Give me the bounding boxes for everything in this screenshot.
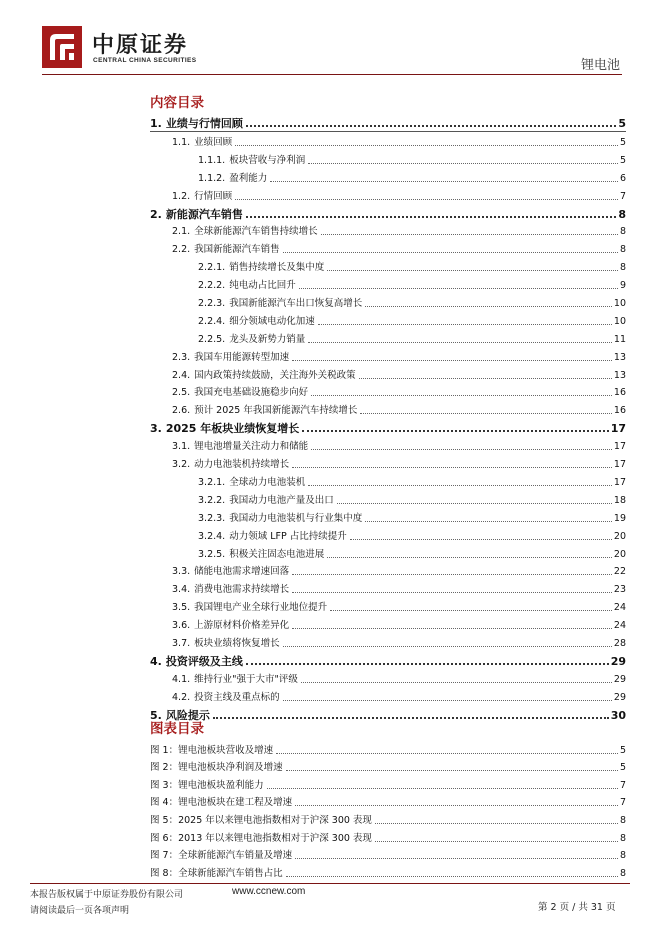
entry-page-number: 8 bbox=[618, 207, 626, 221]
dot-leader bbox=[365, 521, 612, 522]
entry-page-number: 5 bbox=[619, 136, 626, 148]
entry-number: 2.2.5. bbox=[198, 333, 226, 345]
dot-leader bbox=[308, 342, 612, 343]
toc-entry[interactable] bbox=[150, 687, 626, 705]
document-category: 锂电池 bbox=[580, 58, 620, 73]
toc-entry[interactable] bbox=[150, 418, 626, 436]
entry-title: 图 7：全球新能源汽车销量及增速 bbox=[150, 850, 293, 862]
toc-entry[interactable] bbox=[150, 293, 626, 311]
entry-number: 3.5. bbox=[172, 602, 191, 614]
entry-page-number: 8 bbox=[619, 850, 626, 862]
dot-leader bbox=[375, 823, 618, 824]
dot-leader bbox=[327, 557, 612, 558]
dot-leader bbox=[246, 125, 617, 127]
toc-entry[interactable] bbox=[150, 651, 626, 669]
toc-entry[interactable] bbox=[150, 526, 626, 544]
toc-title: 内容目录 bbox=[150, 95, 204, 111]
entry-title: 图 1：锂电池板块营收及增速 bbox=[150, 744, 274, 756]
entry-number: 2.6. bbox=[172, 405, 191, 417]
entry-number: 1.1.2. bbox=[198, 172, 226, 184]
toc-entry[interactable] bbox=[150, 669, 626, 687]
entry-title: 细分领域电动化加速 bbox=[229, 315, 315, 327]
footer-disclaimer: 请阅读最后一页各项声明 bbox=[30, 906, 130, 916]
entry-title: 锂电池增量关注动力和储能 bbox=[194, 441, 309, 453]
entry-title: 动力领域 LFP 占比持续提升 bbox=[229, 530, 347, 542]
dot-leader bbox=[246, 663, 609, 665]
entry-number: 3.7. bbox=[172, 638, 191, 650]
entry-title: 行情回顾 bbox=[194, 190, 233, 202]
entry-number: 2.1. bbox=[172, 226, 191, 238]
dot-leader bbox=[337, 503, 612, 504]
toc-entry[interactable] bbox=[150, 597, 626, 615]
entry-page-number: 17 bbox=[613, 477, 626, 489]
entry-number: 3.2. bbox=[172, 459, 191, 471]
toc-entry[interactable] bbox=[150, 615, 626, 633]
entry-number: 3.4. bbox=[172, 584, 191, 596]
entry-title: 我国车用能源转型加速 bbox=[194, 351, 290, 363]
dot-leader bbox=[375, 841, 618, 842]
entry-title: 盈利能力 bbox=[229, 172, 268, 184]
figure-entry[interactable] bbox=[150, 846, 626, 864]
entry-title: 积极关注固态电池进展 bbox=[229, 548, 325, 560]
toc-entry[interactable] bbox=[150, 365, 626, 383]
entry-number: 3.1. bbox=[172, 441, 191, 453]
dot-leader bbox=[292, 628, 612, 629]
entry-title: 我国新能源汽车销售 bbox=[194, 244, 280, 256]
toc-entry[interactable] bbox=[150, 257, 626, 275]
dot-leader bbox=[365, 306, 612, 307]
dot-leader bbox=[283, 700, 612, 701]
entry-page-number: 29 bbox=[613, 691, 626, 703]
entry-number: 3.2.3. bbox=[198, 512, 226, 524]
dot-leader bbox=[295, 858, 618, 859]
figure-entry[interactable] bbox=[150, 740, 626, 758]
entry-title: 板块业绩将恢复增长 bbox=[194, 638, 280, 650]
entry-title: 图 3：锂电池板块盈利能力 bbox=[150, 779, 264, 791]
entry-page-number: 24 bbox=[613, 620, 626, 632]
dot-leader bbox=[308, 163, 618, 164]
dot-leader bbox=[308, 485, 612, 486]
entry-title: 预计 2025 年我国新能源汽车持续增长 bbox=[194, 405, 358, 417]
entry-page-number: 22 bbox=[613, 566, 626, 578]
page-header bbox=[0, 0, 662, 76]
entry-page-number: 5 bbox=[619, 762, 626, 774]
toc-entry[interactable] bbox=[150, 490, 626, 508]
entry-page-number: 18 bbox=[613, 494, 626, 506]
entry-number: 3.6. bbox=[172, 620, 191, 632]
toc-entry[interactable] bbox=[150, 275, 626, 293]
entry-page-number: 23 bbox=[613, 584, 626, 596]
entry-page-number: 8 bbox=[619, 244, 626, 256]
entry-title: 图 6：2013 年以来锂电池指数相对于沪深 300 表现 bbox=[150, 832, 372, 844]
dot-leader bbox=[246, 216, 617, 218]
dot-leader bbox=[235, 199, 618, 200]
dot-leader bbox=[350, 539, 612, 540]
entry-page-number: 19 bbox=[613, 512, 626, 524]
entry-title: 上游原材料价格差异化 bbox=[194, 620, 290, 632]
entry-number: 2.2.4. bbox=[198, 315, 226, 327]
entry-number: 1.1.1. bbox=[198, 154, 226, 166]
page-footer bbox=[30, 883, 630, 933]
entry-title: 板块营收与净利润 bbox=[229, 154, 306, 166]
company-name-cn: 中原证券 bbox=[92, 33, 189, 58]
entry-page-number: 30 bbox=[610, 708, 626, 722]
toc-entry[interactable] bbox=[150, 579, 626, 597]
entry-number: 2.4. bbox=[172, 369, 191, 381]
entry-number: 5. bbox=[150, 708, 162, 722]
dot-leader bbox=[283, 646, 612, 647]
footer-url-link[interactable]: www.ccnew.com bbox=[232, 886, 306, 897]
entry-page-number: 8 bbox=[619, 832, 626, 844]
entry-page-number: 28 bbox=[613, 638, 626, 650]
figure-entry[interactable] bbox=[150, 863, 626, 881]
toc-entry[interactable] bbox=[150, 347, 626, 365]
entry-title: 龙头及新势力销量 bbox=[229, 333, 306, 345]
entry-page-number: 17 bbox=[613, 441, 626, 453]
toc-entry[interactable] bbox=[150, 204, 626, 222]
entry-title: 业绩与行情回顾 bbox=[165, 117, 243, 130]
dot-leader bbox=[302, 430, 608, 432]
toc-entry[interactable] bbox=[150, 508, 626, 526]
entry-number: 3.2.1. bbox=[198, 477, 226, 489]
entry-title: 新能源汽车销售 bbox=[165, 207, 243, 221]
toc-entry[interactable] bbox=[150, 436, 626, 454]
entry-number: 2.2.2. bbox=[198, 280, 226, 292]
toc-entry[interactable] bbox=[150, 222, 626, 240]
entry-page-number: 29 bbox=[613, 673, 626, 685]
dot-leader bbox=[276, 753, 618, 754]
entry-page-number: 17 bbox=[610, 422, 626, 436]
entry-title: 风险提示 bbox=[165, 708, 210, 722]
toc-entry[interactable] bbox=[150, 132, 626, 150]
header-divider bbox=[42, 74, 622, 75]
figure-entry[interactable] bbox=[150, 793, 626, 811]
entry-page-number: 20 bbox=[613, 548, 626, 560]
entry-number: 4.2. bbox=[172, 691, 191, 703]
entry-title: 我国锂电产业全球行业地位提升 bbox=[194, 602, 328, 614]
entry-number: 2.2.3. bbox=[198, 298, 226, 310]
entry-page-number: 10 bbox=[613, 315, 626, 327]
entry-page-number: 13 bbox=[613, 369, 626, 381]
dot-leader bbox=[301, 682, 612, 683]
toc-entry[interactable] bbox=[150, 472, 626, 490]
entry-title: 我国新能源汽车出口恢复高增长 bbox=[229, 298, 363, 310]
dot-leader bbox=[267, 788, 618, 789]
entry-page-number: 29 bbox=[610, 655, 626, 669]
dot-leader bbox=[292, 360, 612, 361]
entry-number: 3.3. bbox=[172, 566, 191, 578]
entry-page-number: 24 bbox=[613, 602, 626, 614]
entry-number: 4. bbox=[150, 655, 162, 669]
entry-page-number: 20 bbox=[613, 530, 626, 542]
dot-leader bbox=[283, 252, 618, 253]
entry-title: 我国动力电池产量及出口 bbox=[229, 494, 334, 506]
entry-number: 4.1. bbox=[172, 673, 191, 685]
entry-title: 国内政策持续鼓励，关注海外关税政策 bbox=[194, 369, 356, 381]
dot-leader bbox=[360, 413, 612, 414]
entry-title: 投资评级及主线 bbox=[165, 655, 243, 669]
entry-title: 全球动力电池装机 bbox=[229, 477, 306, 489]
entry-title: 业绩回顾 bbox=[194, 136, 233, 148]
toc-entry[interactable] bbox=[150, 544, 626, 562]
entry-title: 销售持续增长及集中度 bbox=[229, 262, 325, 274]
entry-title: 储能电池需求增速回落 bbox=[194, 566, 290, 578]
toc-entry[interactable] bbox=[150, 329, 626, 347]
entry-page-number: 13 bbox=[613, 351, 626, 363]
dot-leader bbox=[292, 592, 612, 593]
entry-title: 图 2：锂电池板块净利润及增速 bbox=[150, 762, 283, 774]
entry-page-number: 11 bbox=[613, 333, 626, 345]
entry-page-number: 8 bbox=[619, 814, 626, 826]
entry-title: 图 8：全球新能源汽车销售占比 bbox=[150, 867, 283, 879]
entry-number: 2.5. bbox=[172, 387, 191, 399]
toc-entry[interactable] bbox=[150, 383, 626, 401]
lof-title: 图表目录 bbox=[150, 721, 204, 737]
entry-number: 2.2.1. bbox=[198, 262, 226, 274]
entry-page-number: 5 bbox=[618, 117, 626, 130]
dot-leader bbox=[299, 288, 618, 289]
entry-title: 投资主线及重点标的 bbox=[194, 691, 280, 703]
entry-number: 1.2. bbox=[172, 190, 191, 202]
entry-title: 动力电池装机持续增长 bbox=[194, 459, 290, 471]
dot-leader bbox=[318, 324, 612, 325]
toc-entry[interactable] bbox=[150, 633, 626, 651]
toc-entry[interactable] bbox=[150, 562, 626, 580]
dot-leader bbox=[330, 610, 612, 611]
entry-page-number: 6 bbox=[619, 172, 626, 184]
dot-leader bbox=[321, 234, 618, 235]
dot-leader bbox=[292, 574, 612, 575]
entry-number: 3.2.4. bbox=[198, 530, 226, 542]
dot-leader bbox=[286, 876, 618, 877]
entry-number: 3. bbox=[150, 422, 162, 436]
toc-entry[interactable] bbox=[150, 239, 626, 257]
footer-divider bbox=[30, 883, 630, 884]
dot-leader bbox=[295, 805, 618, 806]
entry-title: 纯电动占比回升 bbox=[229, 280, 296, 292]
toc-entry[interactable] bbox=[150, 168, 626, 186]
dot-leader bbox=[270, 181, 618, 182]
figure-entry[interactable] bbox=[150, 775, 626, 793]
entry-title: 全球新能源汽车销售持续增长 bbox=[194, 226, 318, 238]
figure-entry[interactable] bbox=[150, 828, 626, 846]
entry-number: 3.2.5. bbox=[198, 548, 226, 560]
entry-page-number: 7 bbox=[619, 190, 626, 202]
entry-page-number: 5 bbox=[619, 744, 626, 756]
toc-entry[interactable] bbox=[150, 150, 626, 168]
company-name-en: CENTRAL CHINA SECURITIES bbox=[93, 57, 197, 64]
entry-number: 1. bbox=[150, 117, 162, 130]
entry-title: 我国动力电池装机与行业集中度 bbox=[229, 512, 363, 524]
entry-title: 我国充电基础设施稳步向好 bbox=[194, 387, 309, 399]
entry-number: 1.1. bbox=[172, 136, 191, 148]
entry-number: 2.2. bbox=[172, 244, 191, 256]
footer-copyright: 本报告版权属于中原证券股份有限公司 bbox=[30, 890, 184, 900]
table-of-contents bbox=[150, 92, 626, 723]
figure-entry[interactable] bbox=[150, 758, 626, 776]
entry-page-number: 16 bbox=[613, 405, 626, 417]
entry-page-number: 10 bbox=[613, 298, 626, 310]
entry-title: 图 5：2025 年以来锂电池指数相对于沪深 300 表现 bbox=[150, 814, 372, 826]
entry-number: 2. bbox=[150, 207, 162, 221]
entry-number: 2.3. bbox=[172, 351, 191, 363]
entry-title: 维持行业"强于大市"评级 bbox=[194, 673, 298, 685]
entry-page-number: 7 bbox=[619, 779, 626, 791]
entry-page-number: 9 bbox=[619, 280, 626, 292]
toc-entry[interactable] bbox=[150, 400, 626, 418]
entry-title: 图 4：锂电池板块在建工程及增速 bbox=[150, 797, 293, 809]
dot-leader bbox=[359, 378, 612, 379]
toc-entry[interactable] bbox=[150, 454, 626, 472]
toc-entry[interactable] bbox=[150, 186, 626, 204]
dot-leader bbox=[327, 270, 618, 271]
dot-leader bbox=[311, 395, 612, 396]
entry-page-number: 8 bbox=[619, 262, 626, 274]
toc-entry[interactable] bbox=[150, 311, 626, 329]
page-number: 第 2 页 / 共 31 页 bbox=[538, 902, 616, 913]
entry-page-number: 17 bbox=[613, 459, 626, 471]
toc-entry[interactable] bbox=[150, 114, 626, 132]
dot-leader bbox=[286, 770, 618, 771]
entry-page-number: 16 bbox=[613, 387, 626, 399]
entry-title: 2025 年板块业绩恢复增长 bbox=[165, 422, 300, 436]
dot-leader bbox=[292, 467, 612, 468]
entry-page-number: 8 bbox=[619, 226, 626, 238]
company-logo-icon bbox=[42, 26, 82, 68]
entry-number: 3.2.2. bbox=[198, 494, 226, 506]
list-of-figures bbox=[150, 718, 626, 881]
entry-page-number: 8 bbox=[619, 867, 626, 879]
figure-entry[interactable] bbox=[150, 810, 626, 828]
entry-page-number: 5 bbox=[619, 154, 626, 166]
entry-page-number: 7 bbox=[619, 797, 626, 809]
dot-leader bbox=[311, 449, 612, 450]
dot-leader bbox=[235, 145, 618, 146]
entry-title: 消费电池需求持续增长 bbox=[194, 584, 290, 596]
